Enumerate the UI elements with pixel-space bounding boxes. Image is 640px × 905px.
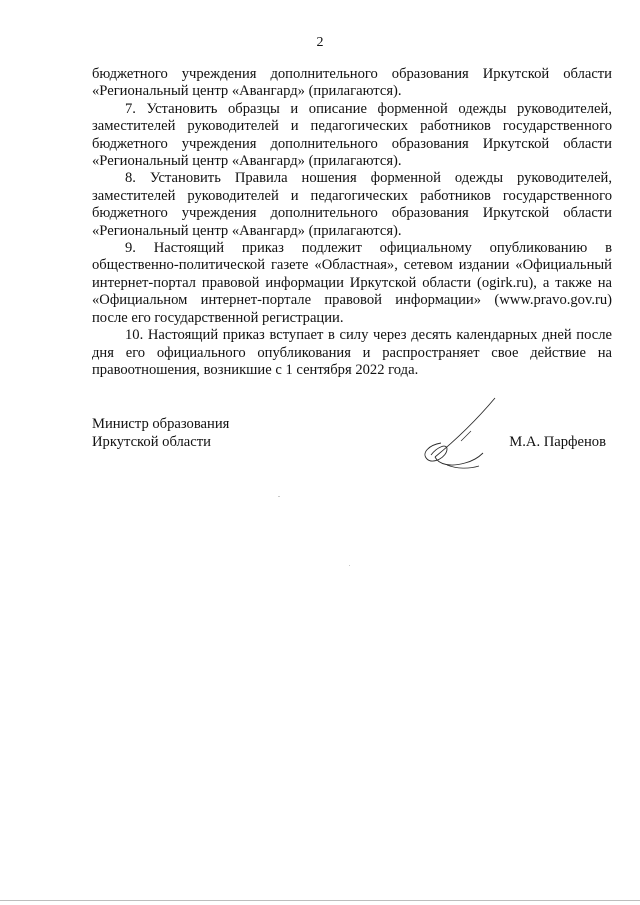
paragraph-item-10: 10. Настоящий приказ вступает в силу через десять календарных дней после дня его официального опубликования и распространяет свое действие на правоотношения, возникшие с 1 сентября 2022 года.: [92, 327, 612, 378]
signatory-name: М.А. Парфенов: [509, 434, 606, 450]
document-body: [92, 66, 612, 379]
paragraph-item-7: 7. Установить образцы и описание форменной одежды руководителей, заместителей руководителей и педагогических работников государственного бюджетного учреждения дополнительного образования Иркутской области «Региональный центр «Авангард» (прилагаются).: [92, 100, 612, 170]
signature-block: [92, 415, 612, 485]
signatory-title-line1: Министр образования: [92, 416, 230, 432]
paragraph-continuation: бюджетного учреждения дополнительного образования Иркутской области «Региональный центр «Авангард» (прилагаются).: [92, 66, 612, 100]
page-number: 2: [316, 35, 324, 50]
scan-speck: [278, 496, 280, 497]
paragraph-item-9: 9. Настоящий приказ подлежит официальному опубликованию в общественно-политической газете «Областная», сетевом издании «Официальный интернет-портал правовой информации Иркутской области (ogirk.ru), а также на «Официальном интернет-портале правовой информации» (www.pravo.gov.ru) после его государственной регистрации.: [92, 240, 612, 326]
paragraph-item-8: 8. Установить Правила ношения форменной одежды руководителей, заместителей руководителей и педагогических работников государственного бюджетного учреждения дополнительного образования Иркутской области «Региональный центр «Авангард» (прилагаются).: [92, 170, 612, 239]
signatory-title-line2: Иркутской области: [92, 434, 211, 450]
scan-speck: [349, 565, 350, 566]
scan-bottom-edge: [0, 900, 640, 901]
handwritten-signature-icon: [417, 395, 507, 475]
